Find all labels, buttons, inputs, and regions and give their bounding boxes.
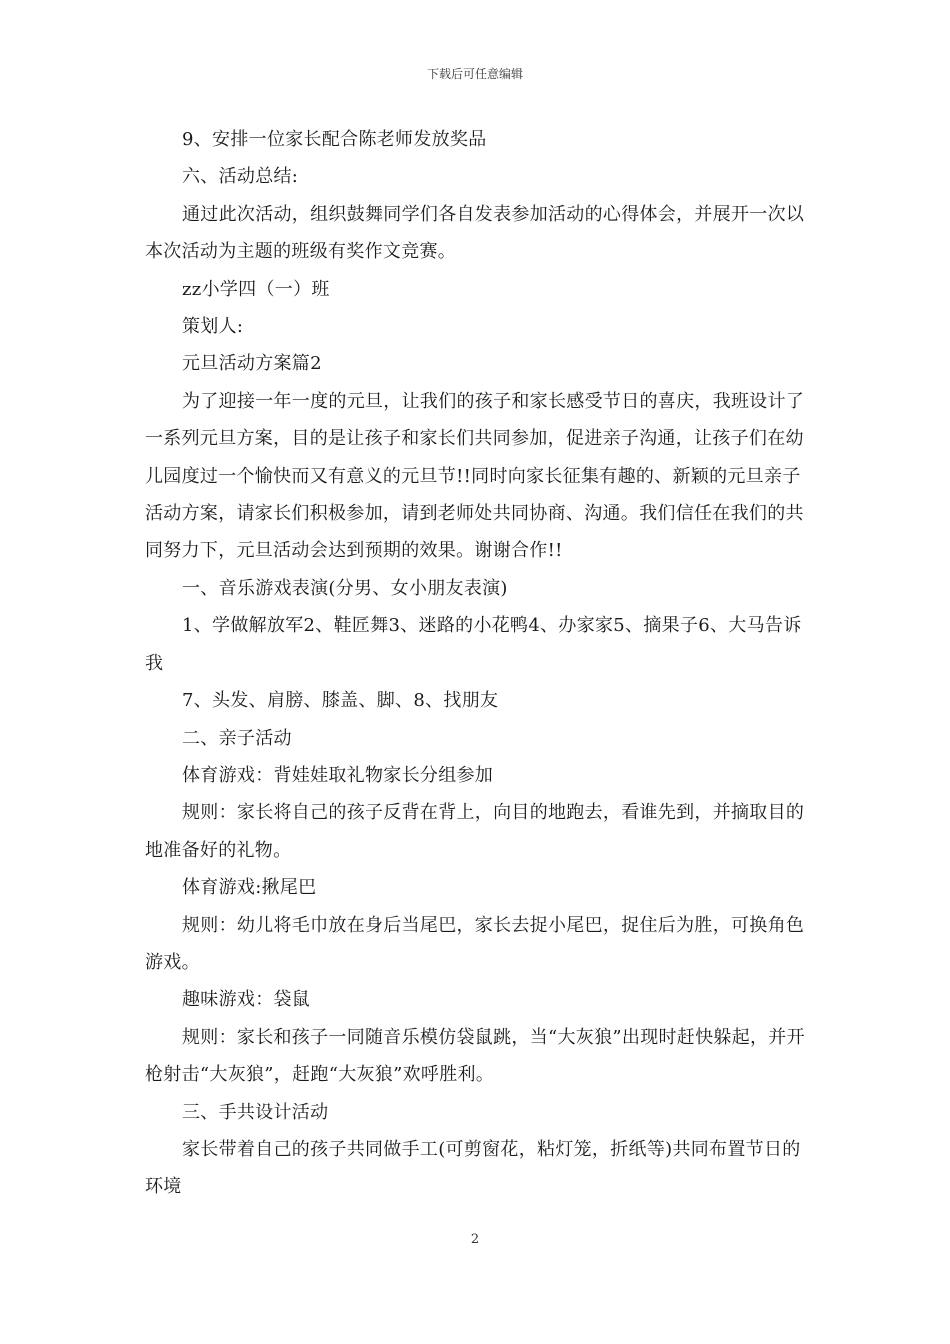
paragraph: 规则：家长将自己的孩子反背在背上，向目的地跑去，看谁先到，并摘取目的地准备好的礼物。 xyxy=(145,802,805,861)
page-header: 下载后可任意编辑 xyxy=(426,67,523,81)
section-heading: 六、活动总结: xyxy=(182,166,299,188)
paragraph: 体育游戏:揪尾巴 xyxy=(182,877,317,899)
paragraph: 趣味游戏：袋鼠 xyxy=(182,989,311,1011)
paragraph: 通过此次活动，组织鼓舞同学们各自发表参加活动的心得体会，并展开一次以本次活动为主题的班级有奖作文竞赛。 xyxy=(145,203,805,263)
paragraph: 1、学做解放军2、鞋匠舞3、迷路的小花鸭4、办家家5、摘果子6、大马告诉我 xyxy=(145,615,802,674)
planner-line: 策划人: xyxy=(182,316,244,338)
page-number: 2 xyxy=(470,1232,480,1247)
document-body xyxy=(145,121,807,1206)
paragraph: 为了迎接一年一度的元旦，让我们的孩子和家长感受节日的喜庆，我班设计了一系列元旦方案，目的是让孩子和家长们共同参加，促进亲子沟通，让孩子们在幼儿园度过一个愉快而又有意义的元旦节!!同时向家长征集有趣的、新颖的元旦亲子活动方案，请家长们积极参加，请到老师处共同协商、沟通。我们信任在我们的共同努力下，元旦活动会达到预期的效果。谢谢合作!! xyxy=(145,390,805,562)
paragraph: 规则：幼儿将毛巾放在身后当尾巴，家长去捉小尾巴，捉住后为胜，可换角色游戏。 xyxy=(145,914,805,973)
section-heading: 一、音乐游戏表演(分男、女小朋友表演) xyxy=(182,577,508,599)
paragraph: 家长带着自己的孩子共同做手工(可剪窗花，粘灯笼，折纸等)共同布置节日的环境 xyxy=(145,1138,801,1198)
paragraph: 体育游戏：背娃娃取礼物家长分组参加 xyxy=(182,764,494,786)
article-title: 元旦活动方案篇2 xyxy=(182,353,322,375)
paragraph: 规则：家长和孩子一同随音乐模仿袋鼠跳，当“大灰狼”出现时赶快躲起，并开枪射击“大灰狼”，赶跑“大灰狼”欢呼胜利。 xyxy=(145,1026,805,1086)
section-heading: 二、亲子活动 xyxy=(182,727,292,749)
section-heading: 三、手共设计活动 xyxy=(182,1101,329,1123)
paragraph: 9、安排一位家长配合陈老师发放奖品 xyxy=(182,129,487,150)
paragraph: 7、头发、肩膀、膝盖、脚、8、找朋友 xyxy=(182,690,499,712)
school-class-line: zz小学四（一）班 xyxy=(182,278,330,300)
